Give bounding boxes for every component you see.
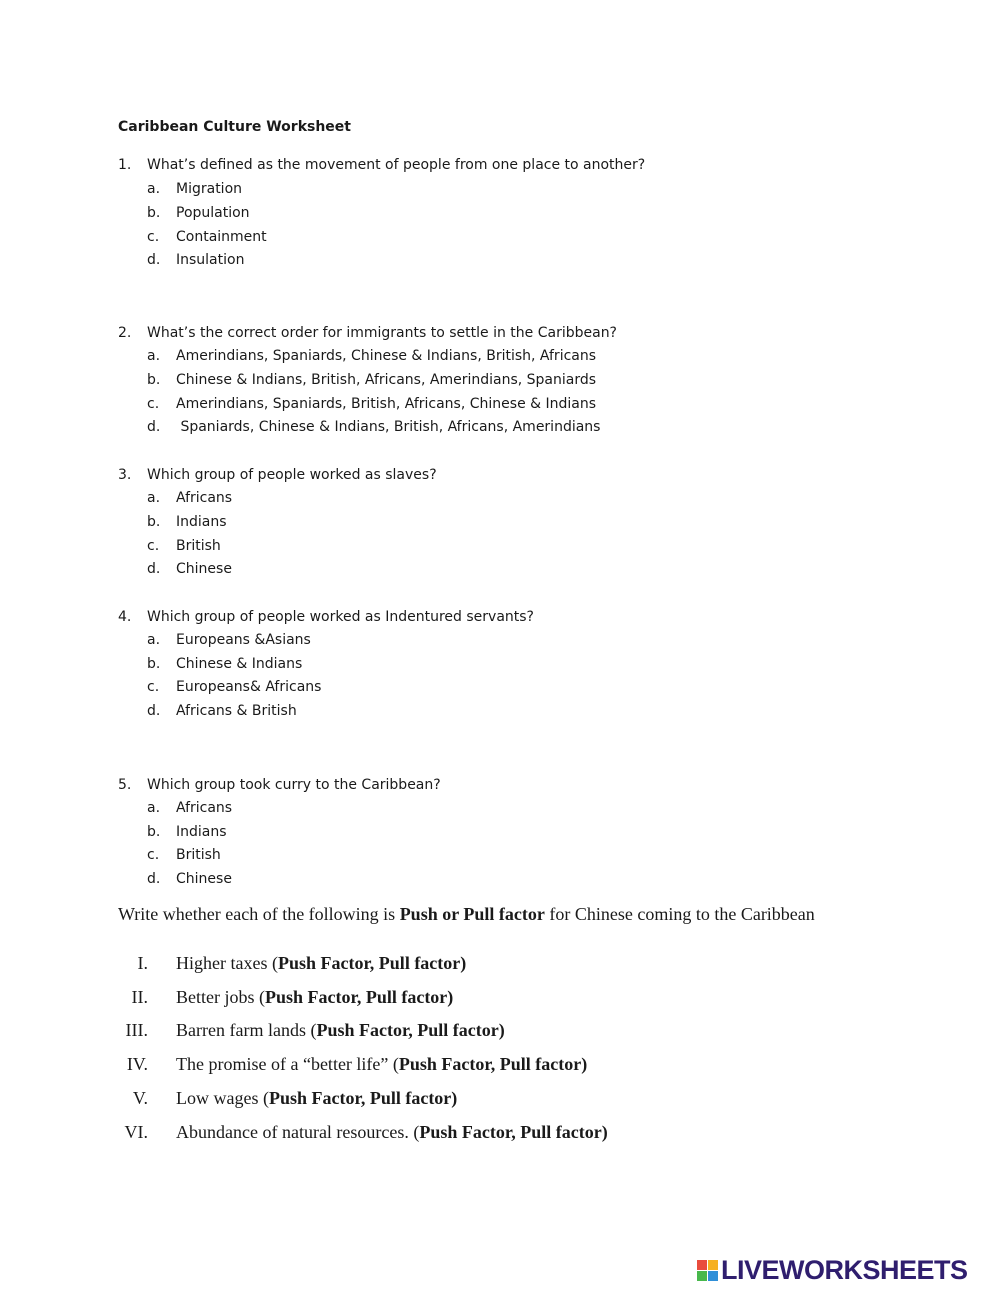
roman-numeral: V. — [132, 1088, 148, 1108]
option-c[interactable]: c. British — [147, 538, 221, 554]
option-b[interactable]: b. Indians — [147, 824, 227, 840]
question-text: Which group of people worked as Indentured servants? — [147, 609, 534, 625]
instruction-emphasis: Push or Pull factor — [399, 904, 545, 924]
push-pull-choices[interactable]: Push Factor, Pull factor) — [264, 987, 454, 1007]
question-text: What’s defined as the movement of people from one place to another? — [147, 157, 646, 173]
option-d[interactable]: d. Spaniards, Chinese & Indians, British, Africans, Amerindians — [147, 419, 601, 435]
question-number: 4. — [118, 609, 132, 625]
option-a[interactable]: a. Africans — [147, 800, 233, 816]
worksheet-title: Caribbean Culture Worksheet — [118, 119, 351, 135]
roman-numeral: I. — [137, 953, 148, 973]
roman-numeral: II. — [131, 987, 148, 1007]
option-b[interactable]: b. Indians — [147, 514, 227, 530]
option-b[interactable]: b. Chinese & Indians — [147, 656, 303, 672]
option-c[interactable]: c. Containment — [147, 229, 267, 245]
question-number: 2. — [118, 325, 132, 341]
question-text: Which group took curry to the Caribbean? — [147, 777, 441, 793]
option-b[interactable]: b. Population — [147, 205, 250, 221]
question-number: 3. — [118, 467, 132, 483]
option-c[interactable]: c. Europeans& Africans — [147, 679, 322, 695]
option-a[interactable]: a. Migration — [147, 181, 243, 197]
option-d[interactable]: d. Chinese — [147, 561, 232, 577]
question-text: What’s the correct order for immigrants to settle in the Caribbean? — [147, 325, 617, 341]
option-a[interactable]: a. Europeans &Asians — [147, 632, 311, 648]
liveworksheets-logo — [697, 1255, 968, 1285]
roman-numeral: VI. — [124, 1122, 148, 1142]
question-text: Which group of people worked as slaves? — [147, 467, 437, 483]
option-a[interactable]: a. Amerindians, Spaniards, Chinese & Indians, British, Africans — [147, 348, 597, 364]
option-c[interactable]: c. British — [147, 847, 221, 863]
option-c[interactable]: c. Amerindians, Spaniards, British, Africans, Chinese & Indians — [147, 396, 597, 412]
option-d[interactable]: d. Chinese — [147, 871, 232, 887]
roman-numeral: III. — [125, 1020, 148, 1040]
push-pull-choices[interactable]: Push Factor, Pull factor) — [419, 1122, 608, 1142]
option-a[interactable]: a. Africans — [147, 490, 233, 506]
push-pull-instruction: Write whether each of the following is Push or Pull factor for Chinese coming to the Caribbean — [118, 904, 815, 924]
push-pull-choices[interactable]: Push Factor, Pull factor) — [398, 1054, 588, 1074]
push-pull-choices[interactable]: Push Factor, Pull factor) — [277, 953, 467, 973]
push-pull-choices[interactable]: Push Factor, Pull factor) — [316, 1020, 505, 1040]
push-pull-choices[interactable]: Push Factor, Pull factor) — [268, 1088, 458, 1108]
option-d[interactable]: d. Insulation — [147, 252, 245, 268]
option-b[interactable]: b. Chinese & Indians, British, Africans, Amerindians, Spaniards — [147, 372, 597, 388]
logo-text: LIVEWORKSHEETS — [721, 1254, 968, 1285]
question-number: 5. — [118, 777, 132, 793]
question-number: 1. — [118, 157, 132, 173]
option-d[interactable]: d. Africans & British — [147, 703, 297, 719]
logo-blocks-icon — [697, 1260, 718, 1281]
roman-numeral: IV. — [126, 1054, 148, 1074]
